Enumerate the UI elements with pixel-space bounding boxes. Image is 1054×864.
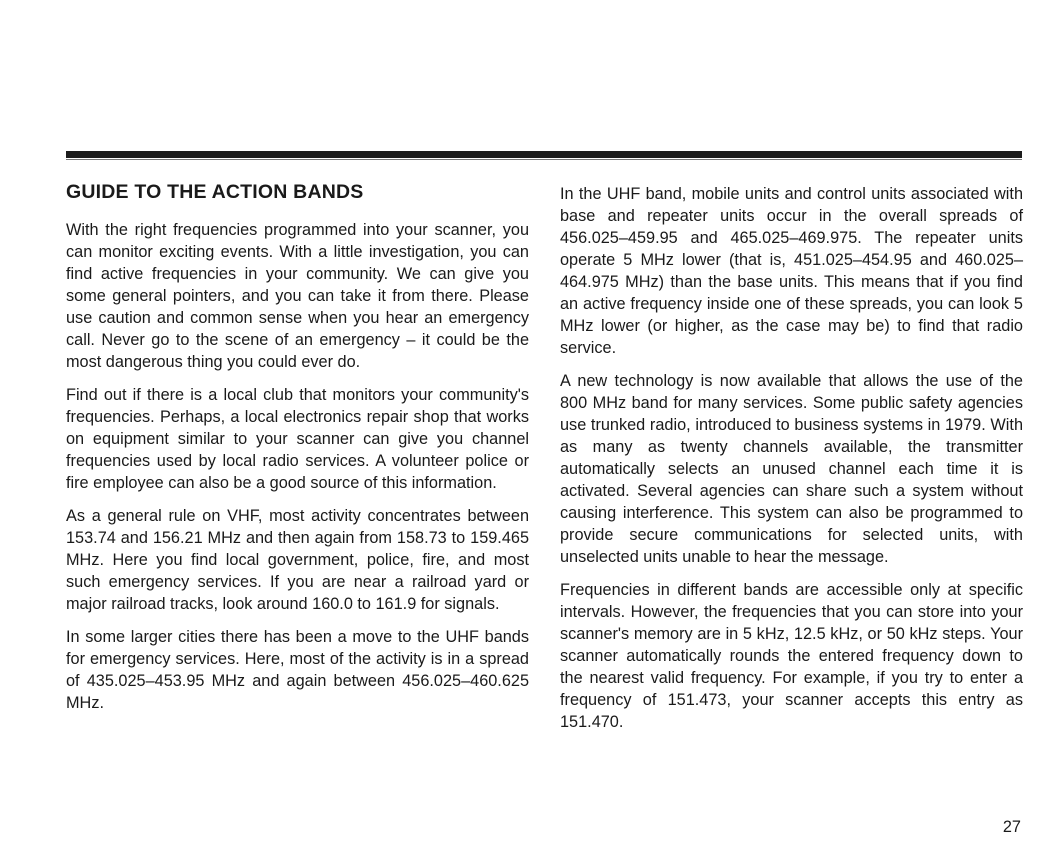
paragraph: With the right frequencies programmed into your scanner, you can monitor exciting events. With a little investigation, you can find active frequencies in your community. We can give you some general pointers, and you can take it from there. Please use caution and common sense when you hear an emergency call. Never go to the scene of an emergency – it could be the most dangerous thing you could ever do. — [66, 221, 529, 371]
paragraph: In the UHF band, mobile units and control units associated with base and repeater units occur in the overall spreads of 456.025–459.95 and 465.025–469.975. The repeater units operate 5 MHz lower (that is, 451.025–454.95 and 460.025–464.975 MHz) than the base units. This means that if you find an active frequency inside one of these spreads, you can look 5 MHz lower (or higher, as the case may be) to find that radio service. — [560, 185, 1023, 357]
paragraph: As a general rule on VHF, most activity concentrates between 153.74 and 156.21 MHz and then again from 158.73 to 159.465 MHz. Here you find local government, police, fire, and most such emergency services. If you are near a railroad yard or major railroad tracks, look around 160.0 to 161.9 for signals. — [66, 507, 529, 613]
paragraph: Frequencies in different bands are accessible only at specific intervals. However, the frequencies that you can store into your scanner's memory are in 5 kHz, 12.5 kHz, or 50 kHz steps. Your scanner automatically rounds the entered frequency down to the nearest valid frequency. For example, if you try to enter a frequency of 151.473, your scanner accepts this entry as 151.470. — [560, 581, 1023, 731]
paragraph: A new technology is now available that allows the use of the 800 MHz band for many services. Some public safety agencies use trunked radio, introduced to business systems in 1979. With as many as twenty channels available, the transmitter automatically selects an unused channel each time it is activated. Several agencies can share such a system without causing interference. This system can also be programmed to provide secure communications for selected units, with unselected units unable to hear the message. — [560, 372, 1023, 566]
right-column — [560, 183, 1023, 744]
header-rule-thin — [66, 159, 1022, 160]
page-number: 27 — [1002, 818, 1021, 836]
section-heading: GUIDE TO THE ACTION BANDS — [66, 181, 364, 203]
paragraph: In some larger cities there has been a move to the UHF bands for emergency services. Here, most of the activity is in a spread of 435.025–453.95 MHz and again between 456.025–460.625 MHz. — [66, 628, 529, 712]
paragraph: Find out if there is a local club that monitors your community's frequencies. Perhaps, a local electronics repair shop that works on equipment similar to your scanner can give you channel frequencies used by local radio services. A volunteer police or fire employee can also be a good source of this information. — [66, 386, 529, 492]
left-column — [66, 180, 529, 725]
header-rule — [66, 151, 1022, 158]
